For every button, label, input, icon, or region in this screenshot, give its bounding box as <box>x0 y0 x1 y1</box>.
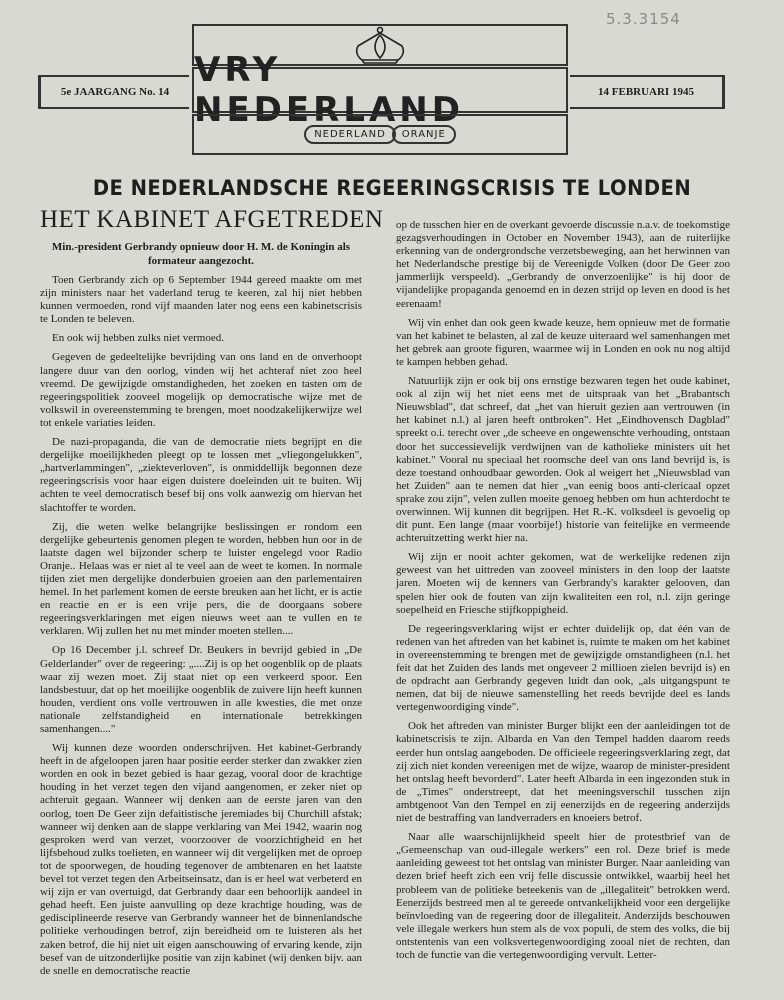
paragraph: Wij zijn er nooit achter gekomen, wat de werkelijke redenen zijn geweest van het uittreden van zooveel ministers in den loop der laatste jaren. Moeten wij de kenners van Gerbrandy's karakter gelooven, dan spelen hier ook de fouten van zijn kwaliteiten een rol, n.l. zijn geringe soepelheid en Friesche stijfkoppigheid. <box>396 551 730 616</box>
paragraph: op de tusschen hier en de overkant gevoerde discussie n.a.v. de toekomstige gezagsverhoudingen in October en November 1943), aan de ruiterlijke erkenning van de ondergrondsche verzetsbeweging, aan het herwinnen van het Nederlandsche prestige bij de Vereenigde Volken (door De Geer zoo jammerlijk verspeeld). „Gerbrandy de onverzoenlijke" is hij door de vijandelijke propaganda genoemd en in dezen strijd op leven en dood is het eerenaam! <box>396 219 730 310</box>
paragraph: Naar alle waarschijnlijkheid speelt hier de protestbrief van de „Gemeenschap van oud-illegale werkers" een rol. Deze brief is mede aanleiding geweest tot het ontslag van minister Burger. Naar aanleiding van dezen brief heeft zich een vrij felle discussie ontwikkel, waarbij heel het probleem van de politieke beteekenis van de „illegaliteit" betrokken werd. Eenerzijds bestreed men al te gereede ontvankelijkheid voor een dergelijke beïnvloeding van de regeering door de illegaliteit. Anderzijds beschouwen vele illegale werkers hun stem als de vox populi, de stem des volks, die bij ontstentenis van een volksvertegenwoordiging zooal niet de rechten, dan toch de functie van die vertegenwoordiging vervult. Letter- <box>396 831 730 961</box>
archive-handwritten-note: 5.3.3154 <box>606 10 681 28</box>
paragraph: De regeeringsverklaring wijst er echter duidelijk op, dat één van de redenen van het aftreden van het kabinet is, ruimte te maken om het kabinet in overeenstemming te brengen met de gewijzigde omstandigheen (n.l. het feit dat het Zuiden des lands met ongeveer 2 millioen zielen bevrijd is) en de opdracht aan Gerbrandy gegeven luidt dan ook, „als uitgangspunt te nemen, dat bij de nieuwe samenstelling het reeds bevrijde deel es lands vertegenwoordiging vinde". <box>396 622 730 714</box>
paragraph: Op 16 December j.l. schreef Dr. Beukers in bevrijd gebied in „De Gelderlander" over de regeering: „....Zij is op het oogenblik op de plaats waar zij wezen moet. Zij staat niet op een verkeerd spoor. Een landsbestuur, dat op het moeilijke oogenblik de zuivere lijn heeft kunnen houden, verdient ons volle vertrouwen in alle kwesties, die met onze nationale zelfstandigheid en internationale betrekkingen samenhangen...." <box>40 644 362 735</box>
paragraph: De nazi-propaganda, die van de democratie niets begrijpt en die dergelijke moeilijkheden pleegt op te lossen met „vliegongelukken", „hartverlammingen", „ziekteverloven", is onmiddellijk begonnen deze regeeringscrisis voor haar eigen duistere doeleinden uit te buiten. Wij achten te veel democratisch besef bij ons volk aanwezig om hiervan het slachtoffer te worden. <box>40 436 362 514</box>
title-text: VRY NEDERLAND <box>194 50 464 130</box>
chain-left: NEDERLAND <box>304 125 396 144</box>
newspaper-title <box>192 50 568 130</box>
right-column <box>396 219 730 968</box>
left-column <box>40 206 384 984</box>
headline: DE NEDERLANDSCHE REGEERINGSCRISIS TE LONDEN <box>92 176 692 200</box>
paragraph: Toen Gerbrandy zich op 6 September 1944 gereed maakte om met zijn ministers naar het vaderland terug te keeren, zal hij niet hebben kunnen vermoeden, rond vijf maanden later nog eens een kabinetscrisis te Londen te beleven. <box>40 274 362 326</box>
deck: Min.-president Gerbrandy opnieuw door H. M. de Koningin als formateur aangezocht. <box>51 241 351 267</box>
paragraph: Natuurlijk zijn er ook bij ons ernstige bezwaren tegen het oude kabinet, ook al zijn wij het niet eens met de uitspraak van het „Brabantsch Nieuwsblad", dat schreef, dat „het van hieruit gezien aan vertrouwen (in het kabinet n.l.) al jaren heeft ontbroken". Het „Eindhovensch Dagblad" spreekt o.i. terecht over „de scheeve en ongewenschte verhouding, ontstaan door het successievelijk verdwijnen van de katholieke ministers uit het kabinet." Vooral nu speciaal het roomsche deel van ons land bevrijd is, is deze toestand onhoudbaar geworden. Ook al weigert het „Nieuwsblad van het Zuiden" aan te nemen dat hier „van eenig boos anti-clericaal opzet sprake zou zijn", velen zullen moeite genoeg hebben om hun achterdocht te overwinnen. Wij kunnen dit begrijpen. Het R.-K. volksdeel is gevoelig op dit punt. Een lange (maar voorbije!) historie van feitelijke en vermeende achteruitzetting werkt hier na. <box>396 375 730 545</box>
paragraph: Ook het aftreden van minister Burger blijkt een der aanleidingen tot de kabinetscrisis te zijn. Albarda en Van den Tempel hadden daarom reeds eerder hun ontslag aangeboden. De officieele regeeringsverklaring zegt, dat zij zich niet konden vereenigen met de wijze, waarop de minister-president het ontslag heeft bevorderd". Later heeft Albarda in een ingezonden stuk in de „Times" onderstreept, dat het meeningsverschil tusschen zijn ambtgenoot Van den Tempel en zij eenerzijds en de regeering anderzijds niet de bestraffing van landverraders en knoeiers betrof. <box>396 720 730 825</box>
masthead <box>192 24 568 155</box>
kicker: HET KABINET AFGETREDEN <box>40 206 384 233</box>
paragraph: Gegeven de gedeeltelijke bevrijding van ons land en de onverhoopt langere duur van den oorlog, vinden wij het achteraf niet zoo heel vreemd. De gewijzigde omstandigheden, het zoeken en tasten om de regeeringspolitiek zooveel mogelijk op democratische wijze met de volkswil in overeenstemming te brengen, moet noodzakelijkerwijze wel tot enkele variaties leiden. <box>40 351 362 429</box>
paragraph: Wij kunnen deze woorden onderschrijven. Het kabinet-Gerbrandy heeft in de afgeloopen jaren haar positie eerder sterker dan zwakker zien worden en ook in bezet gebied is haar gezag, vooral door de krachtige houding in het verzet tegen den vijand aangenomen, er zeker niet op achteruit gegaan. Wanneer wij denken aan de eerste jaren van den oorlog, toen De Geer zijn defaitistische jeremiades bij Churchill afstak; wanneer wij denken aan de slappe verklaring van Mei 1942, waarin nog gesproken werd van verzet, voorzoover de voorzichtigheid en het lijfsbehoud zulks toelieten, en wanneer wij dit vergelijken met de oproep tot de spoorwegen, de houding tegenover de ambtenaren en het laatste bevel tot verzet tegen den Arbeitseinsatz, dan is er heel wat verbeterd en wij zijn er van overtuigd, dat Gerbrandy daar een behoorlijk aandeel in gehad heeft. Een juiste aanvulling op deze krachtige houding, was de gedisciplineerde reserve van Gerbrandy wanneer het de binnenlandsche politieke verhoudingen betrof, zijn bereidheid om te luisteren als het zaken betrof, die hij niet uit eigen aanschouwing of ervaring kende, zijn besef van de uitzonderlijke positie van zijn kabinet (wij denken bijv. aan de snelle en democratische reactie <box>40 742 362 977</box>
paragraph: En ook wij hebben zulks niet vermoed. <box>52 332 224 345</box>
issue-number: 5e JAARGANG No. 14 <box>38 75 189 109</box>
chain-emblem <box>192 114 568 155</box>
chain-right: ORANJE <box>392 125 456 144</box>
paragraph: Wij vin enhet dan ook geen kwade keuze, hem opnieuw met de formatie van het kabinet te belasten, al zal de keuze uiteraard wel samenhangen met het gebrek aan groote figuren, waarmee wij in Londen en ook nu nog altijd te kampen hebben gehad. <box>396 316 730 368</box>
paragraph: Zij, die weten welke belangrijke beslissingen er rondom een dergelijke gebeurtenis genomen plegen te worden, hebben hun oor in de laatste dagen wel bijzonder scherp te luister engelegd voor Radio Oranje.. Helaas was er niet al te veel aan de weet te komen. In normale tijden ziet men dergelijke donderbuien groeien aan den parlementairen hemel. In het parlement komen de eerste breuken aan het licht, er is actie en reactie en er is een vrije pers, die de doorgaans sobere regeeringsverklaringen met eigen nieuws weet aan te vullen en te verklaren. Wij zullen het nu met minder moeten stellen.... <box>40 520 362 638</box>
issue-date: 14 FEBRUARI 1945 <box>570 75 725 109</box>
